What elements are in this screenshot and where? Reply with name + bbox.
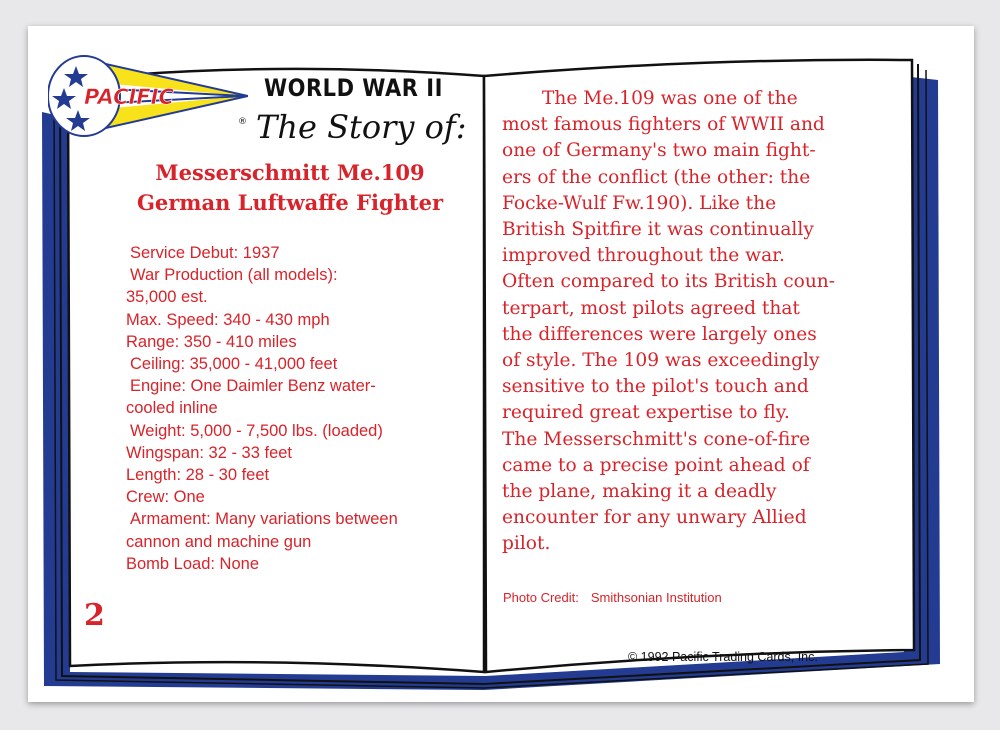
story-line: Focke-Wulf Fw.190). Like the <box>502 192 777 214</box>
spec-line: Ceiling: 35,000 - 41,000 feet <box>130 355 338 374</box>
story-line: one of Germany's two main fight- <box>502 140 816 162</box>
story-line: terpart, most pilots agreed that <box>502 297 800 319</box>
story-line: came to a precise point ahead of <box>502 454 810 476</box>
story-line: encounter for any unwary Allied <box>502 507 807 529</box>
spec-line: War Production (all models): <box>130 266 338 285</box>
spec-line: Range: 350 - 410 miles <box>126 332 297 351</box>
spec-line: Armament: Many variations between <box>130 510 398 529</box>
spec-line: Engine: One Daimler Benz water- <box>130 377 376 396</box>
aircraft-type: German Luftwaffe Fighter <box>136 190 444 215</box>
story-line: the plane, making it a deadly <box>502 481 777 503</box>
logo-brand-text: PACIFIC <box>84 85 174 109</box>
photo-credit-source: Smithsonian Institution <box>590 590 722 605</box>
spec-line: cannon and machine gun <box>126 532 312 551</box>
spec-line: Wingspan: 32 - 33 feet <box>126 443 293 462</box>
registered-mark: ® <box>238 117 247 127</box>
story-line: Often compared to its British coun- <box>502 271 836 293</box>
spec-line: Weight: 5,000 - 7,500 lbs. (loaded) <box>130 421 383 440</box>
spec-line: Crew: One <box>126 488 205 507</box>
spec-line: Max. Speed: 340 - 430 mph <box>126 310 330 329</box>
story-body <box>502 86 902 558</box>
story-line: the differences were largely ones <box>502 323 817 345</box>
spec-line: Service Debut: 1937 <box>130 244 280 262</box>
story-line: required great expertise to fly. <box>502 402 790 424</box>
aircraft-name: Messerschmitt Me.109 <box>155 160 425 185</box>
story-line: improved throughout the war. <box>502 245 785 267</box>
story-subtitle: The Story of: <box>256 108 467 146</box>
story-line: The Me.109 was one of the <box>542 88 798 109</box>
pacific-pennant-logo <box>48 52 248 140</box>
spec-list <box>126 242 486 575</box>
story-line: ers of the conflict (the other: the <box>502 166 811 188</box>
story-line: sensitive to the pilot's touch and <box>502 376 809 398</box>
copyright-notice: © 1992 Pacific Trading Cards, Inc. <box>628 650 818 664</box>
story-line: most famous fighters of WWII and <box>502 114 825 136</box>
photo-credit <box>503 590 722 605</box>
story-line: British Spitfire it was continually <box>502 219 814 241</box>
series-title: WORLD WAR II <box>264 74 443 102</box>
spec-line: Bomb Load: None <box>126 554 260 573</box>
spec-line: 35,000 est. <box>126 288 208 307</box>
photo-credit-label: Photo Credit: <box>503 590 579 605</box>
story-line: pilot. <box>502 533 551 555</box>
story-line: The Messerschmitt's cone-of-fire <box>502 428 811 450</box>
card-number: 2 <box>84 598 105 633</box>
story-line: of style. The 109 was exceedingly <box>502 350 820 372</box>
spec-line: Length: 28 - 30 feet <box>126 466 270 485</box>
spec-line: cooled inline <box>126 399 218 418</box>
